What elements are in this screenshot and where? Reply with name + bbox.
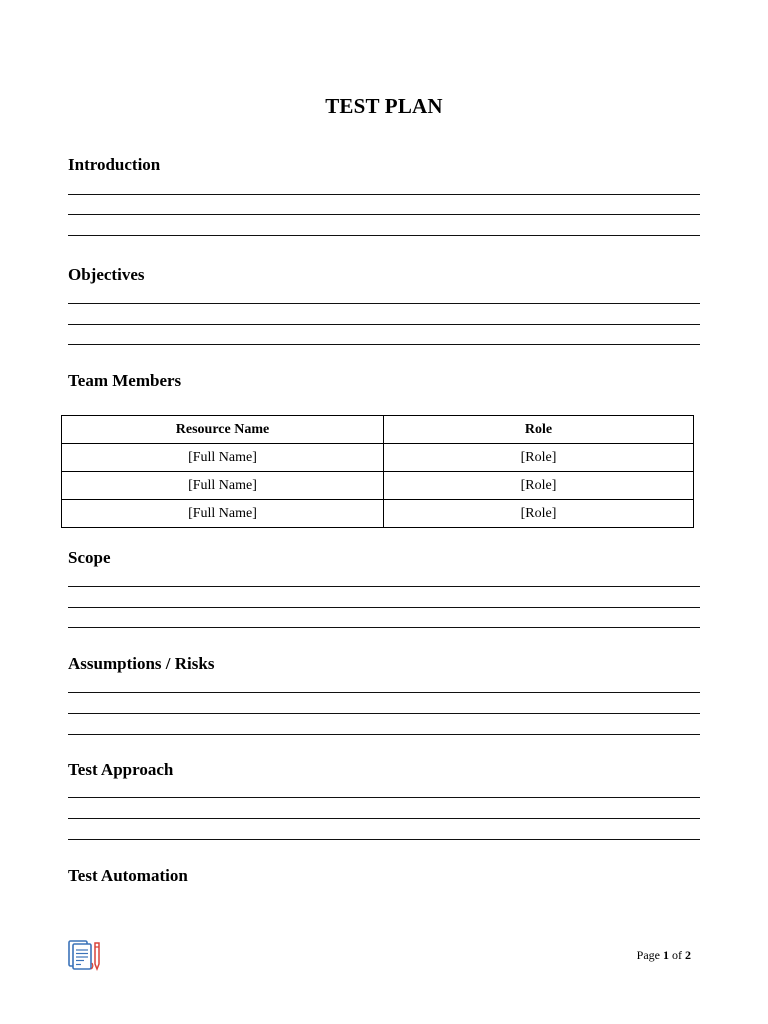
column-header-role: Role (384, 416, 694, 444)
introduction-line-2[interactable] (68, 214, 700, 215)
heading-test-automation: Test Automation (68, 866, 188, 885)
table-row (62, 500, 694, 528)
document-title: TEST PLAN (325, 94, 443, 118)
cell-full-name[interactable]: [Full Name] (62, 472, 384, 500)
scope-line-3[interactable] (68, 627, 700, 628)
cell-full-name[interactable]: [Full Name] (62, 500, 384, 528)
approach-line-3[interactable] (68, 839, 700, 840)
heading-introduction: Introduction (68, 155, 161, 174)
introduction-line-3[interactable] (68, 235, 700, 236)
page-prefix: Page (636, 948, 660, 962)
page-total: 2 (685, 948, 691, 962)
assumptions-line-3[interactable] (68, 734, 700, 735)
approach-line-1[interactable] (68, 797, 700, 798)
objectives-line-3[interactable] (68, 344, 700, 345)
assumptions-line-1[interactable] (68, 692, 700, 693)
table-row (62, 444, 694, 472)
assumptions-line-2[interactable] (68, 713, 700, 714)
introduction-line-1[interactable] (68, 194, 700, 195)
cell-role[interactable]: [Role] (384, 472, 694, 500)
document-pen-icon (67, 938, 105, 972)
scope-line-2[interactable] (68, 607, 700, 608)
column-header-resource-name: Resource Name (62, 416, 384, 444)
objectives-line-2[interactable] (68, 324, 700, 325)
table-header-row (62, 416, 694, 444)
table-row (62, 472, 694, 500)
heading-objectives: Objectives (68, 265, 145, 284)
heading-assumptions-risks: Assumptions / Risks (68, 654, 215, 673)
approach-line-2[interactable] (68, 818, 700, 819)
page-of: of (672, 948, 682, 962)
objectives-line-1[interactable] (68, 303, 700, 304)
page-current: 1 (663, 948, 669, 962)
heading-team-members: Team Members (68, 371, 182, 390)
heading-scope: Scope (68, 548, 111, 567)
cell-role[interactable]: [Role] (384, 500, 694, 528)
cell-role[interactable]: [Role] (384, 444, 694, 472)
team-members-table (61, 415, 694, 528)
page-number (637, 948, 691, 963)
scope-line-1[interactable] (68, 586, 700, 587)
cell-full-name[interactable]: [Full Name] (62, 444, 384, 472)
heading-test-approach: Test Approach (68, 760, 174, 779)
